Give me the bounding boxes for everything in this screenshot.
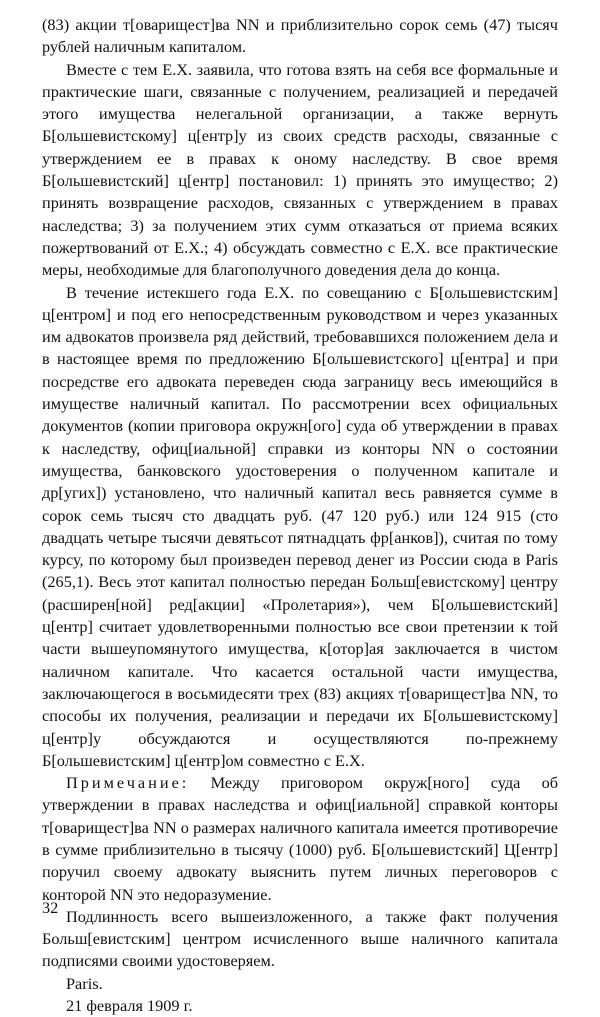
date-line: 21 февраля 1909 г. xyxy=(66,996,193,1016)
paragraph-statement: Вместе с тем Е.Х. заявила, что готова взять на себя все формальные и практические шаги, связанные с получением, реализацией и передачей этого имущества нелегальной организации, а также вернуть Б[ольшевистскому] ц[ентр]у из своих средств расходы, связанные с утверждением ее в правах к оному наследству. В свое время Б[ольшевистский] ц[ентр] постановил: 1) принять это имущество; 2) принять возвращение расходов, связанных с утверждением в правах наследства; 3) за получением этих сумм отказаться от приема всяких пожертвований от Е.Х.; 4) обсуждать совместно с Е.Х. все практические меры, необходимые для благополучного доведения дела до конца. xyxy=(42,59,558,280)
page-number: 32 xyxy=(42,898,59,917)
note-text: Между приговором окруж[ного] суда об утверждении в правах наследства и офиц[иальной] справкой конторы т[оварищест]ва NN о размерах наличного капитала имеется противоречие в сумме приблизительно в тысячу (1000) руб. Б[ольшевистский] Ц[ентр] поручил своему адвокату выяснить путем личных переговоров с конторой NN это недоразумение. xyxy=(42,773,558,904)
closing-paragraph: Подлинность всего вышеизложенного, а также факт получения Больш[евистским] центром исчисленного выше наличного капитала подписями своими удостоверяем. xyxy=(42,906,558,971)
note-paragraph xyxy=(42,772,558,906)
document-page xyxy=(42,14,558,1017)
paragraph-proceedings: В течение истекшего года Е.Х. по совещанию с Б[ольшевистским] ц[ентром] и под его непосредственным руководством и через указанных им адвокатов произвела ряд действий, требовавшихся положением дела и в настоящее время по предложению Б[ольшевистского] ц[ентра] и при посредстве его адвоката переведен сюда заграницу весь имеющийся в имуществе наличный капитал. По рассмотрении всех официальных документов (копии приговора окружн[ого] суда об утверждении в правах к наследству, офиц[иальной] справки из конторы NN о состоянии имущества, банковского удостоверения о полученном капитале и др[угих]) установлено, что наличный капитал весь равняется сумме в сорок семь тысяч сто двадцать руб. (47 120 руб.) или 124 915 (сто двадцать четыре тысячи девятьсот пятнадцать фр[анков]), считая по тому курсу, по которому был произведен перевод денег из России сюда в Paris (265,1). Весь этот капитал полностью передан Больш[евистскому] центру (расширен[ной] ред[акции] «Пролетария»), чем Б[ольшевистский] ц[ентр] считает удовлетворенными полностью все свои претензии к той части вышеупомянутого имущества, к[отор]ая заключается в чистом наличном капитале. Что касается остальной части имущества, заключающегося в восьмидесяти трех (83) акциях т[оварищест]ва NN, то способы их получения, реализации и передачи их Б[ольшевистскому] ц[ентр]у обсуждаются и осуществляются по-прежнему Б[ольшевистским] ц[ентр]ом совместно с Е.Х. xyxy=(42,282,558,770)
paragraph-continuation: (83) акции т[оварищест]ва NN и приблизительно сорок семь (47) тысяч рублей наличным капиталом. xyxy=(42,15,558,57)
place-line: Paris. xyxy=(66,973,103,993)
note-heading: Примечание: xyxy=(66,773,190,793)
